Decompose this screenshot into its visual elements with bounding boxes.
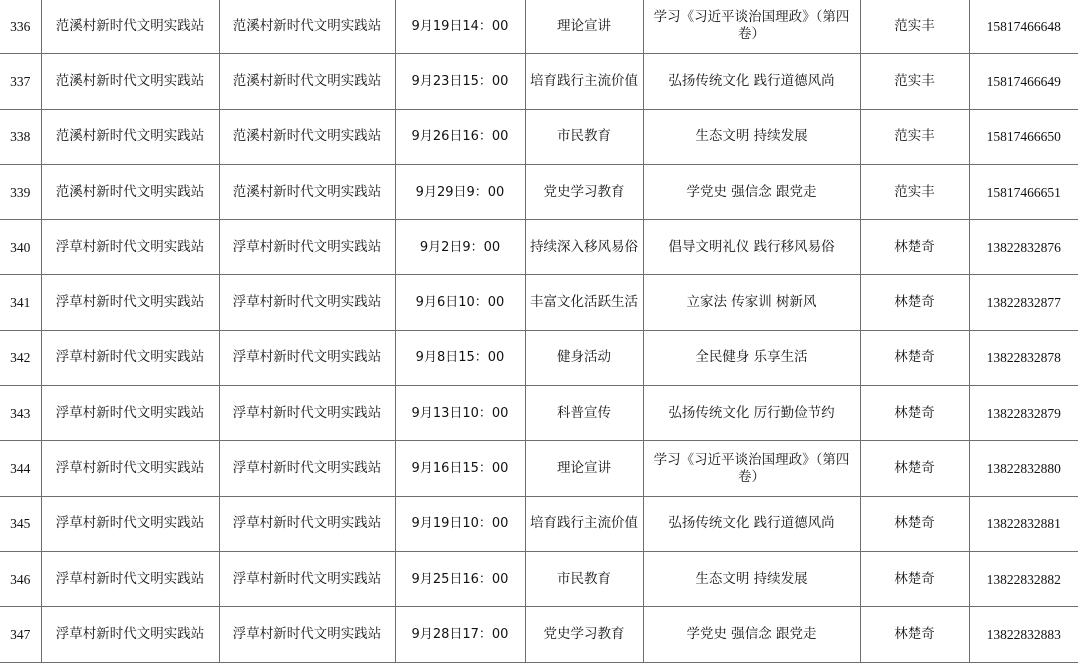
table-row	[0, 330, 1078, 385]
table-row	[0, 441, 1078, 496]
activity-type-cell: 党史学习教育	[525, 164, 643, 219]
activity-time-cell: 9月23日15：00	[395, 54, 525, 109]
row-number-cell: 347	[0, 607, 41, 662]
activity-type-cell: 健身活动	[525, 330, 643, 385]
station-name-cell: 浮草村新时代文明实践站	[41, 496, 219, 551]
contact-person-cell: 林楚奇	[860, 386, 969, 441]
row-number-cell: 341	[0, 275, 41, 330]
activity-time-cell: 9月13日10：00	[395, 386, 525, 441]
table-row	[0, 220, 1078, 275]
venue-cell: 范溪村新时代文明实践站	[219, 0, 395, 54]
activity-topic-cell: 立家法 传家训 树新风	[643, 275, 860, 330]
row-number-cell: 339	[0, 164, 41, 219]
contact-person-cell: 范实丰	[860, 164, 969, 219]
row-number-cell: 337	[0, 54, 41, 109]
activity-time-cell: 9月19日14：00	[395, 0, 525, 54]
activity-time-cell: 9月26日16：00	[395, 109, 525, 164]
venue-cell: 浮草村新时代文明实践站	[219, 607, 395, 662]
contact-person-cell: 林楚奇	[860, 275, 969, 330]
station-name-cell: 浮草村新时代文明实践站	[41, 275, 219, 330]
contact-phone-cell: 13822832877	[969, 275, 1078, 330]
activity-time-cell: 9月28日17：00	[395, 607, 525, 662]
activity-type-cell: 持续深入移风易俗	[525, 220, 643, 275]
table-row	[0, 607, 1078, 662]
venue-cell: 浮草村新时代文明实践站	[219, 220, 395, 275]
contact-person-cell: 林楚奇	[860, 441, 969, 496]
venue-cell: 浮草村新时代文明实践站	[219, 275, 395, 330]
row-number-cell: 342	[0, 330, 41, 385]
venue-cell: 浮草村新时代文明实践站	[219, 330, 395, 385]
table-row	[0, 164, 1078, 219]
activity-type-cell: 党史学习教育	[525, 607, 643, 662]
table-row	[0, 0, 1078, 54]
activity-type-cell: 市民教育	[525, 551, 643, 606]
contact-phone-cell: 13822832878	[969, 330, 1078, 385]
activity-type-cell: 市民教育	[525, 109, 643, 164]
venue-cell: 范溪村新时代文明实践站	[219, 109, 395, 164]
activity-topic-cell: 全民健身 乐享生活	[643, 330, 860, 385]
activity-topic-cell: 弘扬传统文化 厉行勤俭节约	[643, 386, 860, 441]
activity-time-cell: 9月8日15：00	[395, 330, 525, 385]
table-row	[0, 54, 1078, 109]
table-row	[0, 386, 1078, 441]
station-name-cell: 浮草村新时代文明实践站	[41, 551, 219, 606]
contact-phone-cell: 15817466649	[969, 54, 1078, 109]
row-number-cell: 344	[0, 441, 41, 496]
activity-type-cell: 理论宣讲	[525, 0, 643, 54]
station-name-cell: 浮草村新时代文明实践站	[41, 330, 219, 385]
activity-type-cell: 培育践行主流价值	[525, 496, 643, 551]
station-name-cell: 范溪村新时代文明实践站	[41, 109, 219, 164]
contact-person-cell: 范实丰	[860, 109, 969, 164]
venue-cell: 浮草村新时代文明实践站	[219, 551, 395, 606]
table-row	[0, 275, 1078, 330]
activity-time-cell: 9月6日10：00	[395, 275, 525, 330]
contact-person-cell: 林楚奇	[860, 220, 969, 275]
activity-time-cell: 9月16日15：00	[395, 441, 525, 496]
venue-cell: 浮草村新时代文明实践站	[219, 386, 395, 441]
activity-topic-cell: 学党史 强信念 跟党走	[643, 164, 860, 219]
activity-type-cell: 理论宣讲	[525, 441, 643, 496]
activity-topic-cell: 学习《习近平谈治国理政》（第四卷）	[643, 0, 860, 54]
contact-person-cell: 林楚奇	[860, 607, 969, 662]
contact-phone-cell: 13822832882	[969, 551, 1078, 606]
activity-topic-cell: 弘扬传统文化 践行道德风尚	[643, 54, 860, 109]
contact-person-cell: 林楚奇	[860, 496, 969, 551]
venue-cell: 浮草村新时代文明实践站	[219, 441, 395, 496]
station-name-cell: 浮草村新时代文明实践站	[41, 220, 219, 275]
venue-cell: 浮草村新时代文明实践站	[219, 496, 395, 551]
contact-phone-cell: 13822832876	[969, 220, 1078, 275]
station-name-cell: 浮草村新时代文明实践站	[41, 386, 219, 441]
activity-topic-cell: 学习《习近平谈治国理政》（第四卷）	[643, 441, 860, 496]
contact-person-cell: 范实丰	[860, 0, 969, 54]
station-name-cell: 范溪村新时代文明实践站	[41, 54, 219, 109]
activity-topic-cell: 生态文明 持续发展	[643, 109, 860, 164]
contact-phone-cell: 13822832881	[969, 496, 1078, 551]
activity-time-cell: 9月25日16：00	[395, 551, 525, 606]
station-name-cell: 浮草村新时代文明实践站	[41, 441, 219, 496]
table-row	[0, 496, 1078, 551]
contact-phone-cell: 15817466648	[969, 0, 1078, 54]
contact-phone-cell: 15817466651	[969, 164, 1078, 219]
activity-type-cell: 科普宣传	[525, 386, 643, 441]
row-number-cell: 346	[0, 551, 41, 606]
row-number-cell: 340	[0, 220, 41, 275]
activity-type-cell: 培育践行主流价值	[525, 54, 643, 109]
activity-topic-cell: 倡导文明礼仪 践行移风易俗	[643, 220, 860, 275]
row-number-cell: 336	[0, 0, 41, 54]
table-row	[0, 551, 1078, 606]
contact-phone-cell: 13822832883	[969, 607, 1078, 662]
table-row	[0, 109, 1078, 164]
row-number-cell: 345	[0, 496, 41, 551]
activity-time-cell: 9月29日9：00	[395, 164, 525, 219]
venue-cell: 范溪村新时代文明实践站	[219, 54, 395, 109]
station-name-cell: 范溪村新时代文明实践站	[41, 0, 219, 54]
contact-phone-cell: 15817466650	[969, 109, 1078, 164]
venue-cell: 范溪村新时代文明实践站	[219, 164, 395, 219]
activity-time-cell: 9月2日9：00	[395, 220, 525, 275]
activity-type-cell: 丰富文化活跃生活	[525, 275, 643, 330]
activity-topic-cell: 生态文明 持续发展	[643, 551, 860, 606]
contact-phone-cell: 13822832879	[969, 386, 1078, 441]
contact-person-cell: 范实丰	[860, 54, 969, 109]
station-name-cell: 浮草村新时代文明实践站	[41, 607, 219, 662]
activity-time-cell: 9月19日10：00	[395, 496, 525, 551]
contact-person-cell: 林楚奇	[860, 551, 969, 606]
contact-person-cell: 林楚奇	[860, 330, 969, 385]
contact-phone-cell: 13822832880	[969, 441, 1078, 496]
row-number-cell: 343	[0, 386, 41, 441]
station-name-cell: 范溪村新时代文明实践站	[41, 164, 219, 219]
activity-topic-cell: 学党史 强信念 跟党走	[643, 607, 860, 662]
row-number-cell: 338	[0, 109, 41, 164]
activity-topic-cell: 弘扬传统文化 践行道德风尚	[643, 496, 860, 551]
